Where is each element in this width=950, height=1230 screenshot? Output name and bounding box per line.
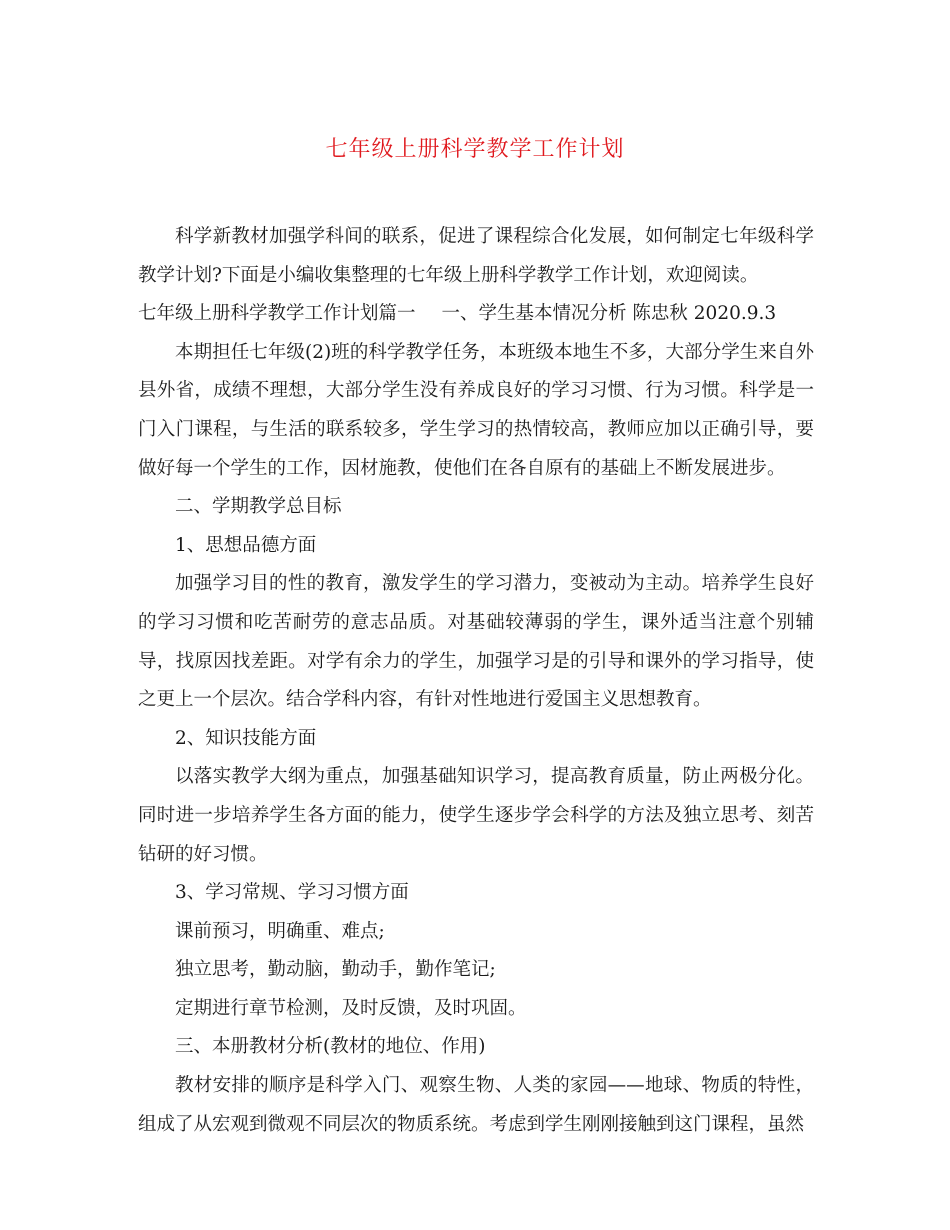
moral-aspect-heading: 1、思想品德方面 bbox=[175, 534, 317, 556]
student-situation-paragraph: 本期担任七年级(2)班的科学教学任务，本班级本地生不多，大部分学生来自外县外省，成绩不理想，大部分学生没有养成良好的学习习惯、行为习惯。科学是一门入门课程，与生活的联系较多，学生学习的热情较高，教师应加以正确引导，要做好每一个学生的工作，因材施教，使他们在各自原有的基础上不断发展进步。 bbox=[138, 341, 814, 479]
semester-goal-heading: 二、学期教学总目标 bbox=[175, 496, 342, 518]
study-habit-item-1: 课前预习，明确重、难点; bbox=[175, 920, 385, 942]
document-title: 七年级上册科学教学工作计划 bbox=[325, 137, 625, 162]
document-body bbox=[138, 218, 814, 1144]
knowledge-skill-heading: 2、知识技能方面 bbox=[175, 727, 317, 749]
moral-aspect-paragraph: 加强学习目的性的教育，激发学生的学习潜力，变被动为主动。培养学生良好的学习习惯和吃苦耐劳的意志品质。对基础较薄弱的学生，课外适当注意个别辅导，找原因找差距。对学有余力的学生，加强学习是的引导和课外的学习指导，使之更上一个层次。结合学科内容，有针对性地进行爱国主义思想教育。 bbox=[138, 573, 814, 711]
textbook-analysis-paragraph: 教材安排的顺序是科学入门、观察生物、人类的家园——地球、物质的特性，组成了从宏观到微观不同层次的物质系统。考虑到学生刚刚接触到这门课程，虽然 bbox=[138, 1075, 814, 1135]
section-heading-line bbox=[138, 295, 814, 334]
textbook-analysis-heading: 三、本册教材分析(教材的地位、作用) bbox=[175, 1036, 486, 1058]
plan-part-one-label: 七年级上册科学教学工作计划篇一 bbox=[138, 303, 416, 325]
study-habit-heading: 3、学习常规、学习习惯方面 bbox=[175, 882, 409, 904]
study-habit-item-3: 定期进行章节检测，及时反馈，及时巩固。 bbox=[175, 997, 527, 1019]
knowledge-skill-paragraph: 以落实教学大纲为重点，加强基础知识学习，提高教育质量，防止两极分化。同时进一步培养学生各方面的能力，使学生逐步学会科学的方法及独立思考、刻苦钻研的好习惯。 bbox=[138, 766, 814, 865]
student-analysis-heading: 一、学生基本情况分析 陈忠秋 2020.9.3 bbox=[441, 303, 777, 325]
intro-paragraph: 科学新教材加强学科间的联系，促进了课程综合化发展，如何制定七年级科学教学计划?下面是小编收集整理的七年级上册科学教学工作计划，欢迎阅读。 bbox=[138, 226, 814, 286]
study-habit-item-2: 独立思考，勤动脑，勤动手，勤作笔记; bbox=[175, 959, 496, 981]
